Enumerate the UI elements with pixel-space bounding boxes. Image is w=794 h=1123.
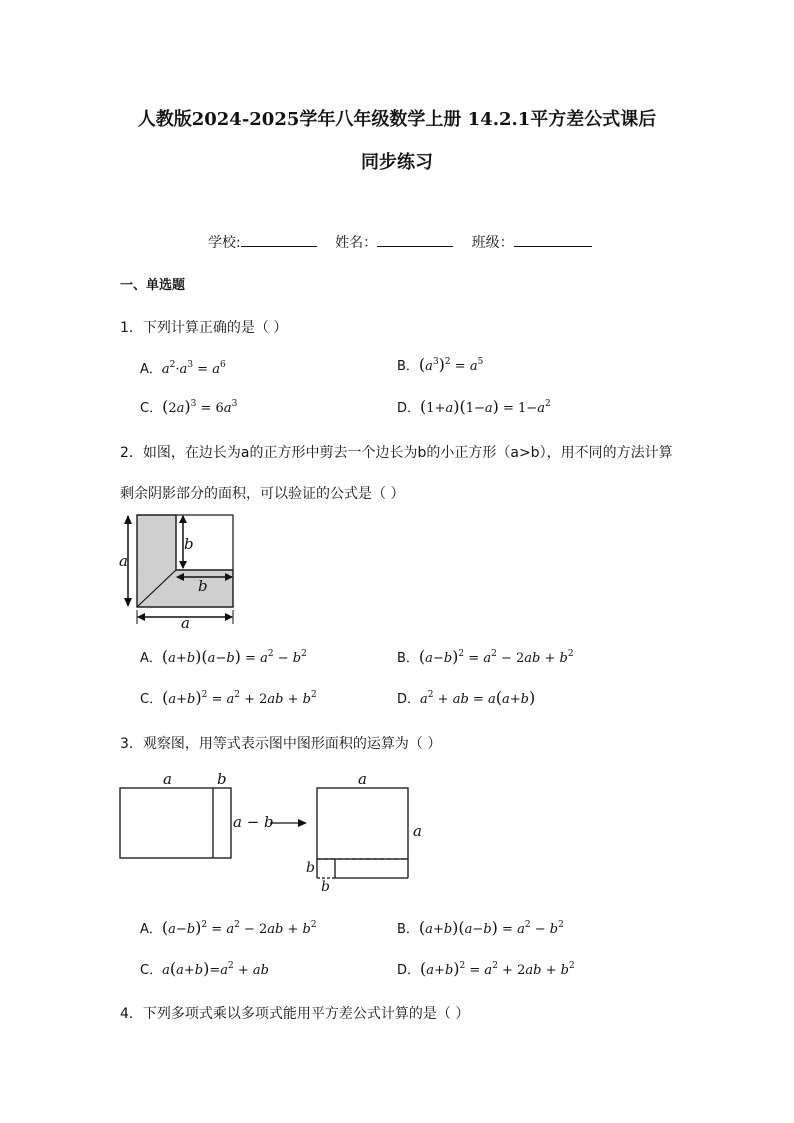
q1-option-b[interactable]: B．$(a^3)^2 = a^5$ [397,355,484,374]
q2-option-a[interactable]: A．$(a+b)(a-b) = a^2 - b^2$ [140,647,307,666]
q3-option-b[interactable]: B．$(a+b)(a-b) = a^2 - b^2$ [397,918,564,937]
question-3-stem: 3．观察图，用等式表示图中图形面积的运算为（ ） [120,736,442,752]
q2-label-a-bottom: a [181,614,190,632]
question-2-figure [115,510,240,632]
q3-label-left-a: a [163,770,172,788]
title-line-1: 人教版2024-2025学年八年级数学上册 14.2.1平方差公式课后 [137,109,657,130]
q3-label-right-a-top: a [358,770,367,788]
school-blank[interactable] [241,232,317,247]
q3-label-right-a-side: a [413,822,422,840]
q2-label-b-top: b [184,535,194,553]
name-label: 姓名： [335,235,378,251]
q3-option-d[interactable]: D．$(a+b)^2 = a^2 + 2ab + b^2$ [397,959,575,978]
question-2-stem-line-1: 2．如图，在边长为a的正方形中剪去一个边长为b的小正方形（a>b），用不同的方法计算 [120,445,673,461]
student-info-row [208,232,592,252]
q1-option-a[interactable]: A．$a^2\cdot a^3 = a^6$ [140,360,226,377]
q2-option-c[interactable]: C．$(a+b)^2 = a^2 + 2ab + b^2$ [140,688,317,707]
title-line-2: 同步练习 [361,152,433,173]
class-blank[interactable] [514,232,592,247]
q1-option-d[interactable]: D．$(1+a)(1-a) = 1-a^2$ [397,397,551,416]
q3-label-arrow: a − b [233,813,274,831]
q2-label-a-left: a [119,552,128,570]
question-4-stem: 4．下列多项式乘以多项式能用平方差公式计算的是（ ） [120,1006,470,1022]
q2-label-b-mid: b [198,577,208,595]
q2-option-d[interactable]: D．$a^2$ + ab = a(a+b) [397,688,536,707]
q3-option-a[interactable]: A．$(a-b)^2 = a^2 - 2ab + b^2$ [140,918,317,937]
school-label: 学校: [208,235,241,251]
class-label: 班级： [471,235,514,251]
section-heading: 一、单选题 [120,278,186,293]
q3-option-c[interactable]: C．$a(a+b)=a^2$ + ab [140,959,269,978]
question-1-stem: 1．下列计算正确的是（ ） [120,320,288,336]
q3-label-right-b-bottom: b [321,879,330,895]
q3-label-right-b-side: b [306,860,315,876]
q2-option-b[interactable]: B．$(a-b)^2 = a^2 - 2ab + b^2$ [397,647,574,666]
name-blank[interactable] [377,232,453,247]
q3-label-left-b: b [217,770,227,788]
question-3-figure [115,780,415,890]
q1-option-c[interactable]: C．$(2a)^3 = 6a^3$ [140,397,238,416]
question-2-stem-line-2: 剩余阴影部分的面积，可以验证的公式是（ ） [120,486,405,502]
